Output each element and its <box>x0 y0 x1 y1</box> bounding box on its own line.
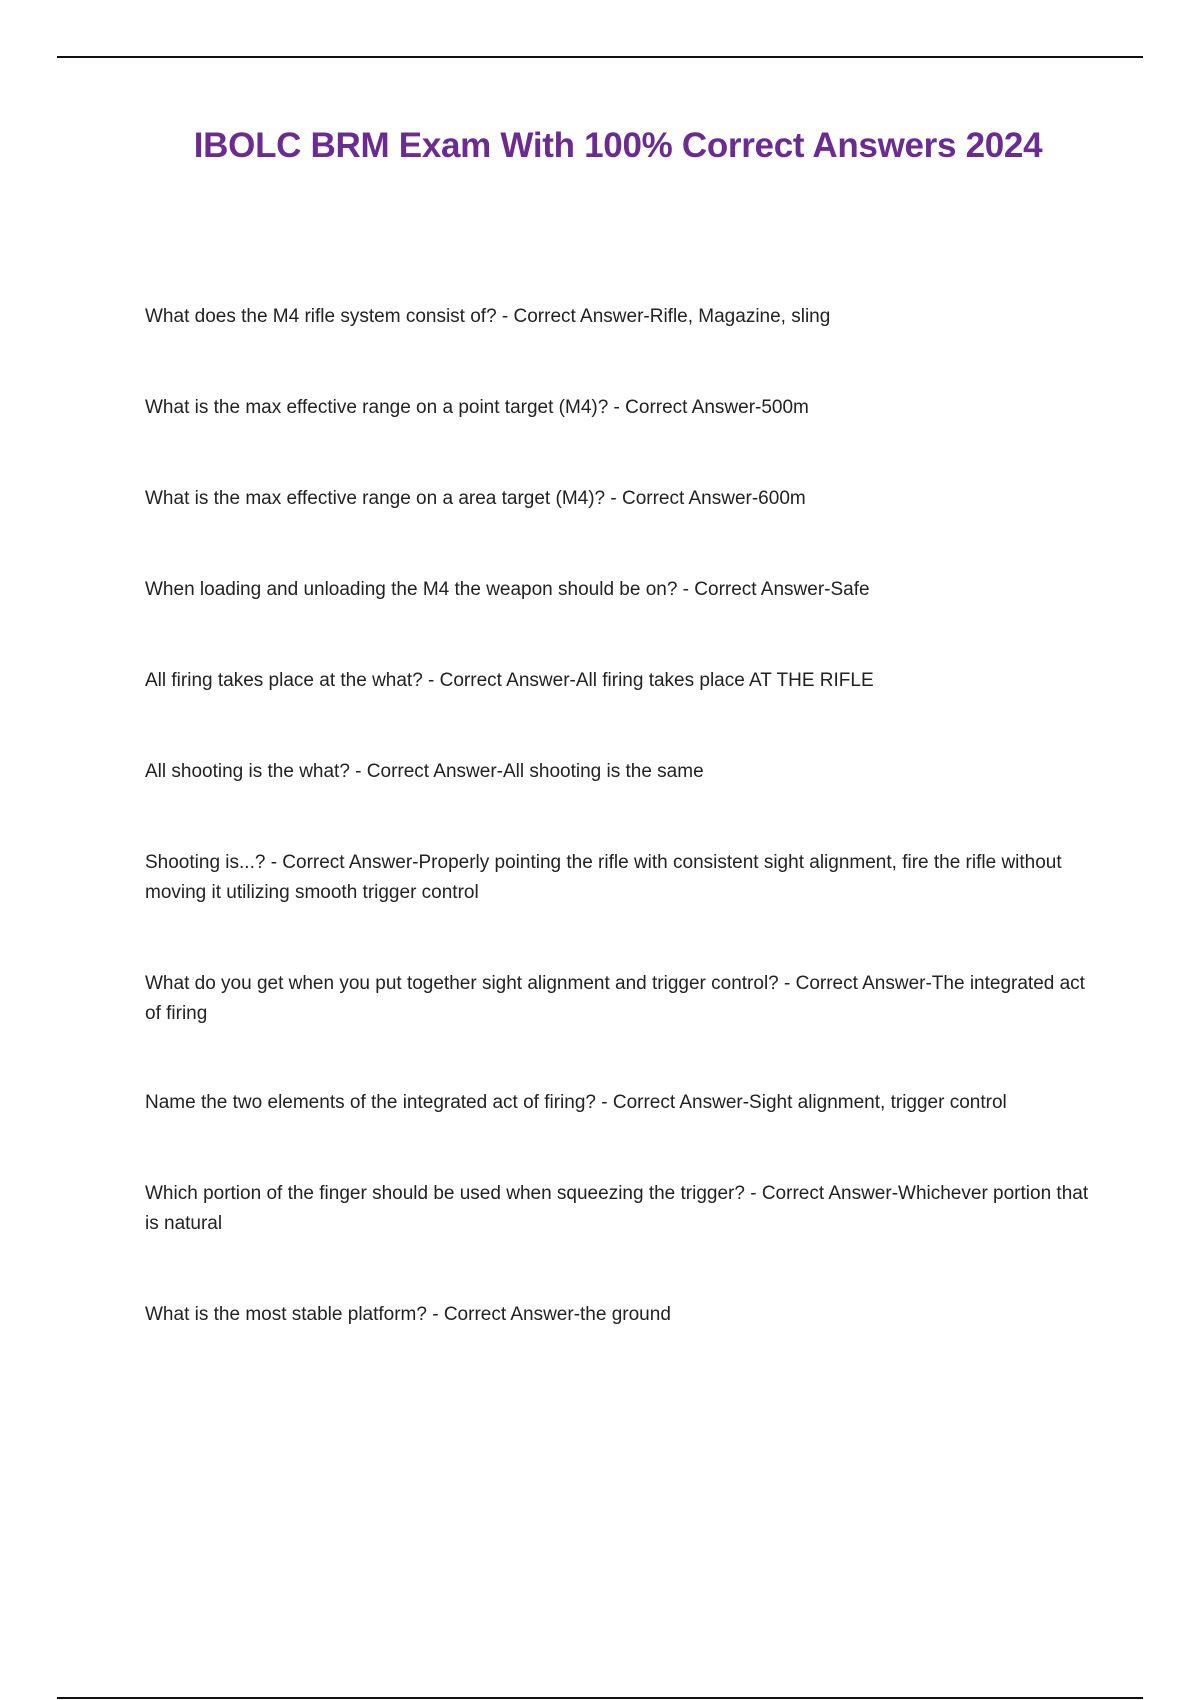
qa-item-11: What is the most stable platform? - Correct Answer-the ground <box>145 1304 671 1325</box>
qa-item-5: All firing takes place at the what? - Correct Answer-All firing takes place AT THE RIFLE <box>145 670 874 691</box>
qa-item-6: All shooting is the what? - Correct Answer-All shooting is the same <box>145 761 704 782</box>
qa-item-1: What does the M4 rifle system consist of? - Correct Answer-Rifle, Magazine, sling <box>145 306 831 327</box>
qa-item-9: Name the two elements of the integrated act of firing? - Correct Answer-Sight alignment, trigger control <box>145 1092 1007 1113</box>
document-title: IBOLC BRM Exam With 100% Correct Answers 2024 <box>193 126 1043 165</box>
qa-item-7: Shooting is...? - Correct Answer-Properly pointing the rifle with consistent sight alignment, fire the rifle without moving it utilizing smooth trigger control <box>145 852 1062 903</box>
qa-item-10: Which portion of the finger should be used when squeezing the trigger? - Correct Answer-Whichever portion that is natural <box>145 1183 1089 1234</box>
qa-item-3: What is the max effective range on a area target (M4)? - Correct Answer-600m <box>145 488 806 509</box>
top-rule <box>57 56 1143 58</box>
qa-item-2: What is the max effective range on a point target (M4)? - Correct Answer-500m <box>145 397 809 418</box>
qa-item-4: When loading and unloading the M4 the weapon should be on? - Correct Answer-Safe <box>145 579 870 600</box>
bottom-rule <box>57 1697 1143 1699</box>
qa-item-8: What do you get when you put together sight alignment and trigger control? - Correct Answer-The integrated act of firing <box>145 973 1085 1024</box>
